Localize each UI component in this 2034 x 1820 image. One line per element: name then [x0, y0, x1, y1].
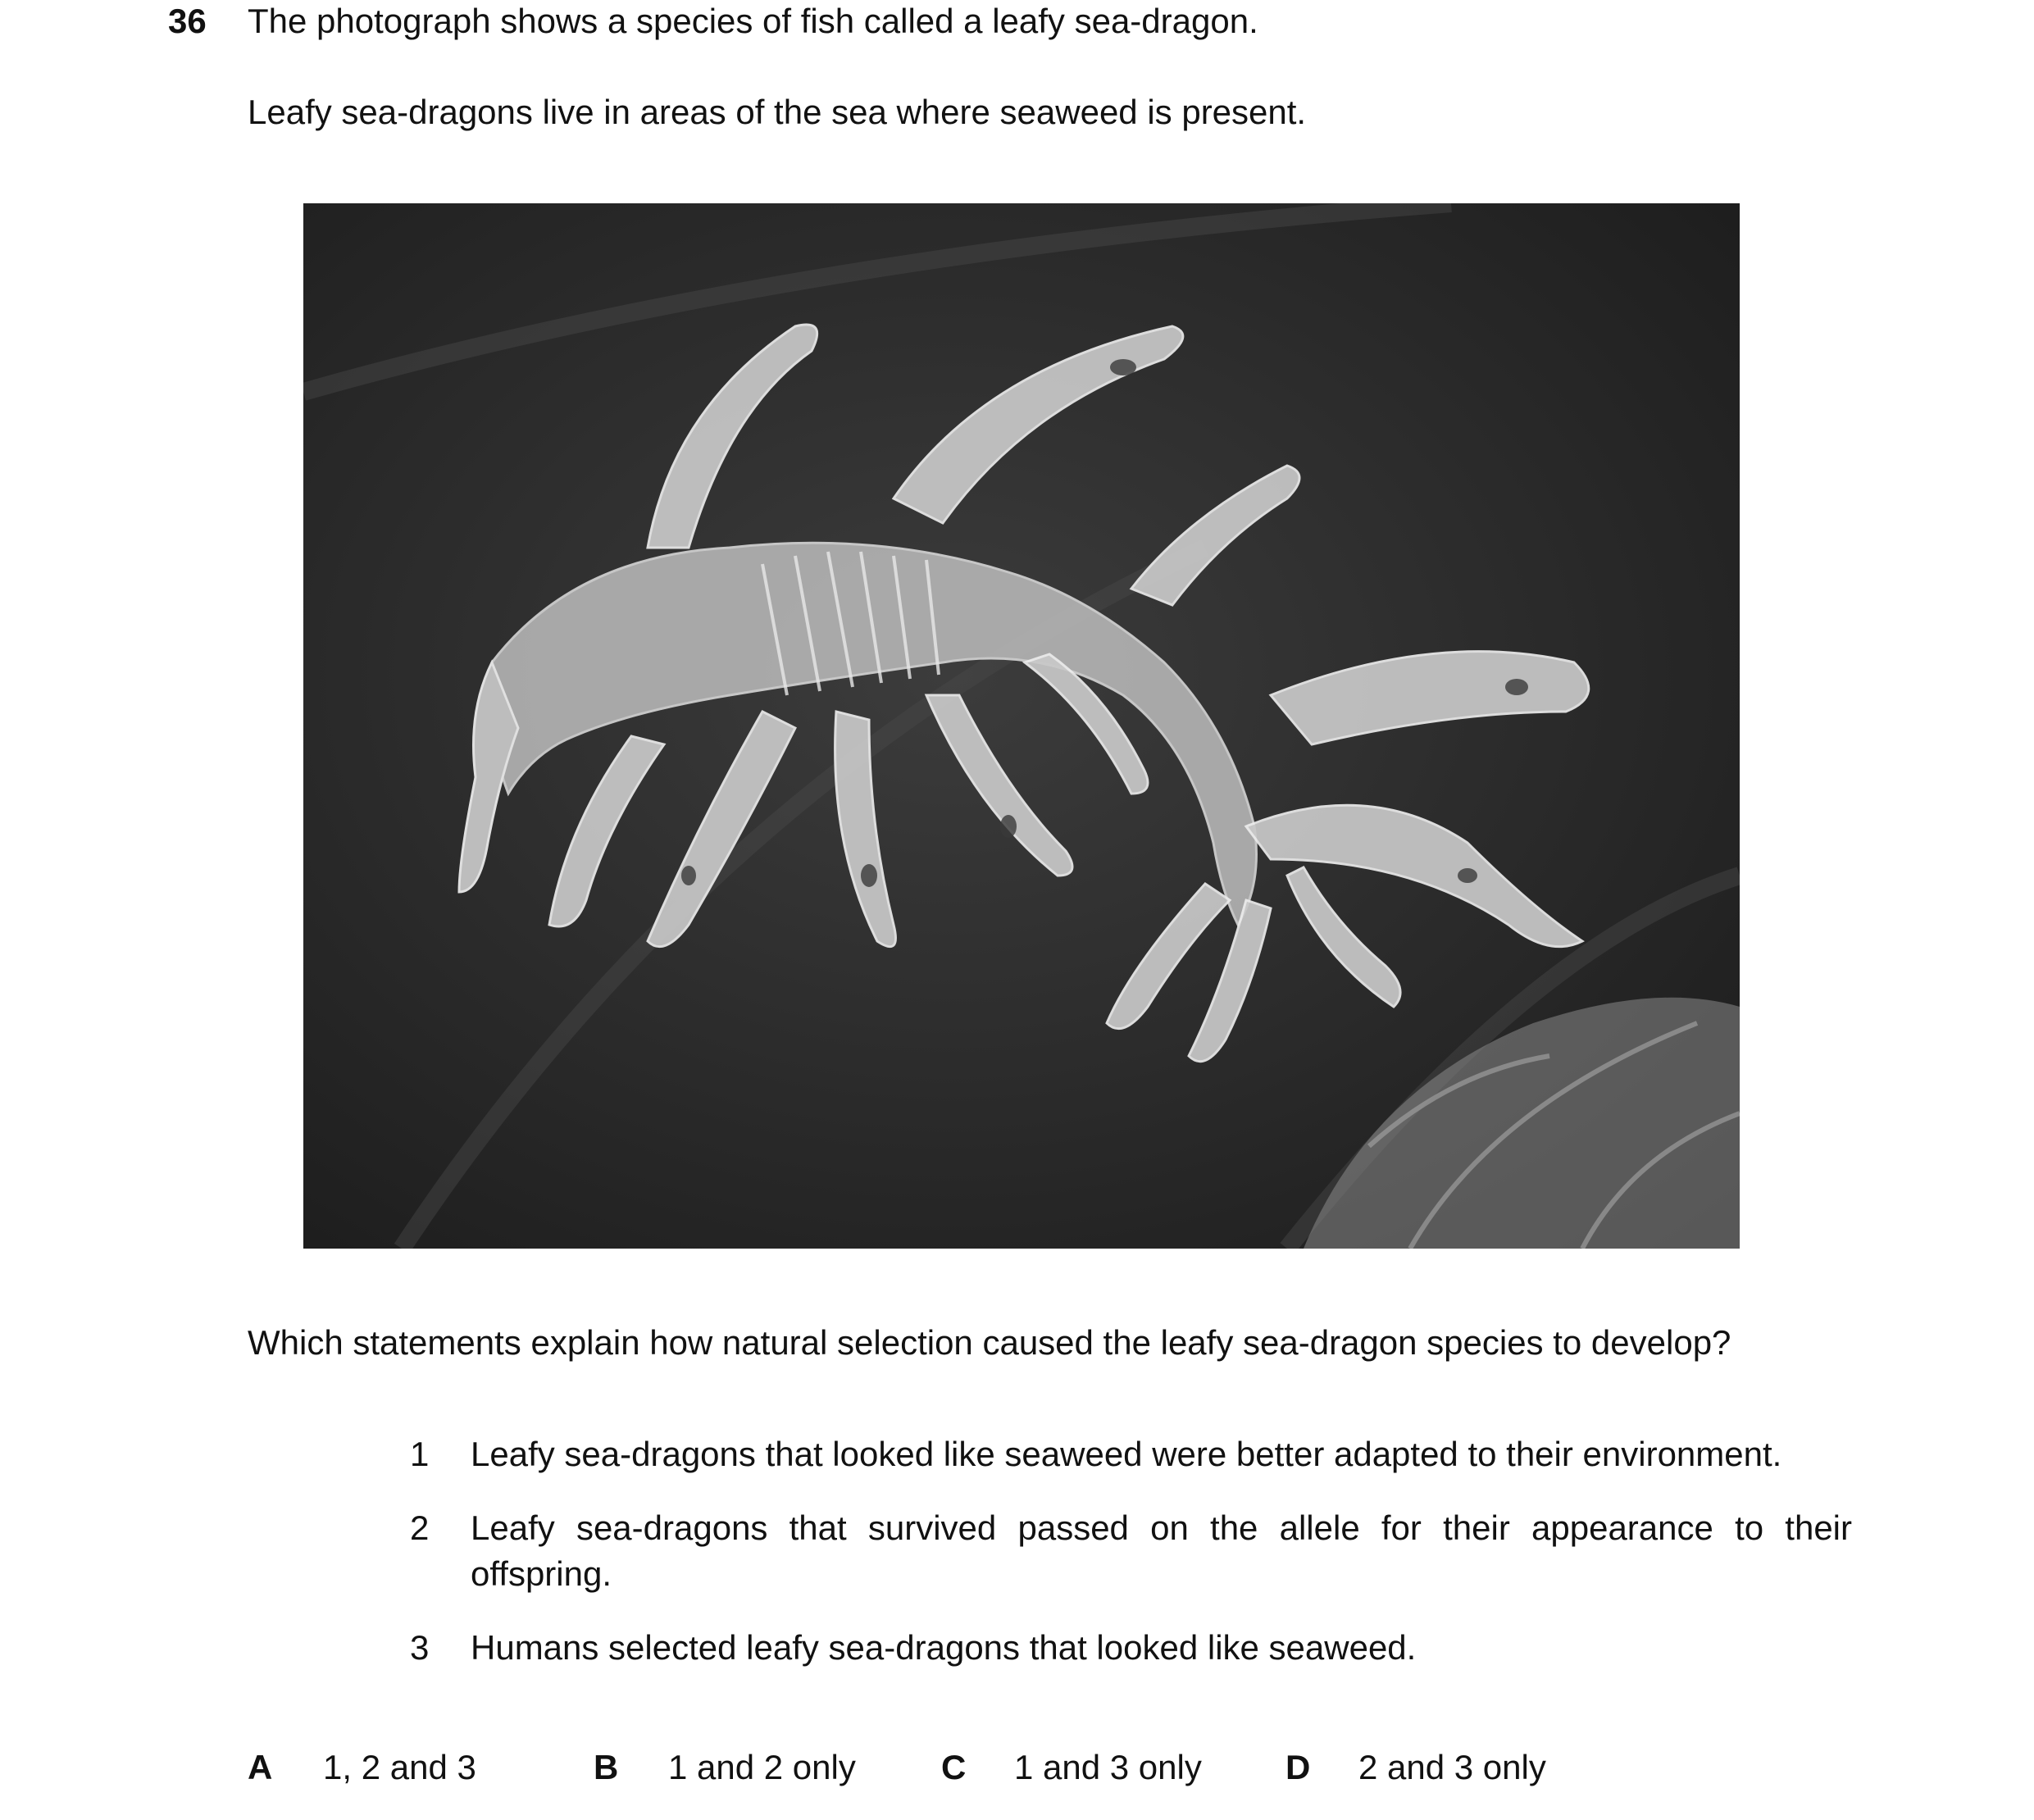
statement-number: 1	[410, 1435, 430, 1473]
question-prompt: Which statements explain how natural selection caused the leafy sea-dragon species to develop?	[248, 1323, 1731, 1362]
option-a-text[interactable]: 1, 2 and 3	[323, 1748, 476, 1786]
option-c-letter[interactable]: C	[941, 1748, 967, 1786]
option-c-text[interactable]: 1 and 3 only	[1014, 1748, 1202, 1786]
statement-text: Humans selected leafy sea-dragons that looked like seaweed.	[471, 1628, 1417, 1667]
option-a-letter[interactable]: A	[248, 1748, 273, 1786]
leafy-sea-dragon-photograph	[303, 203, 1740, 1249]
option-b-text[interactable]: 1 and 2 only	[668, 1748, 856, 1786]
statement-text: Leafy sea-dragons that looked like seaweed were better adapted to their environment.	[471, 1435, 1782, 1473]
question-number: 36	[168, 2, 207, 40]
statement-text: Leafy sea-dragons that survived passed on the allele for their appearance to their offspring.	[471, 1508, 1852, 1593]
statement-number: 3	[410, 1628, 430, 1667]
statement-number: 2	[410, 1508, 430, 1547]
option-b-letter[interactable]: B	[594, 1748, 619, 1786]
question-intro-line-2: Leafy sea-dragons live in areas of the sea where seaweed is present.	[248, 93, 1307, 131]
option-d-letter[interactable]: D	[1285, 1748, 1311, 1786]
question-intro-line-1: The photograph shows a species of fish called a leafy sea-dragon.	[248, 2, 1258, 40]
option-d-text[interactable]: 2 and 3 only	[1358, 1748, 1546, 1786]
